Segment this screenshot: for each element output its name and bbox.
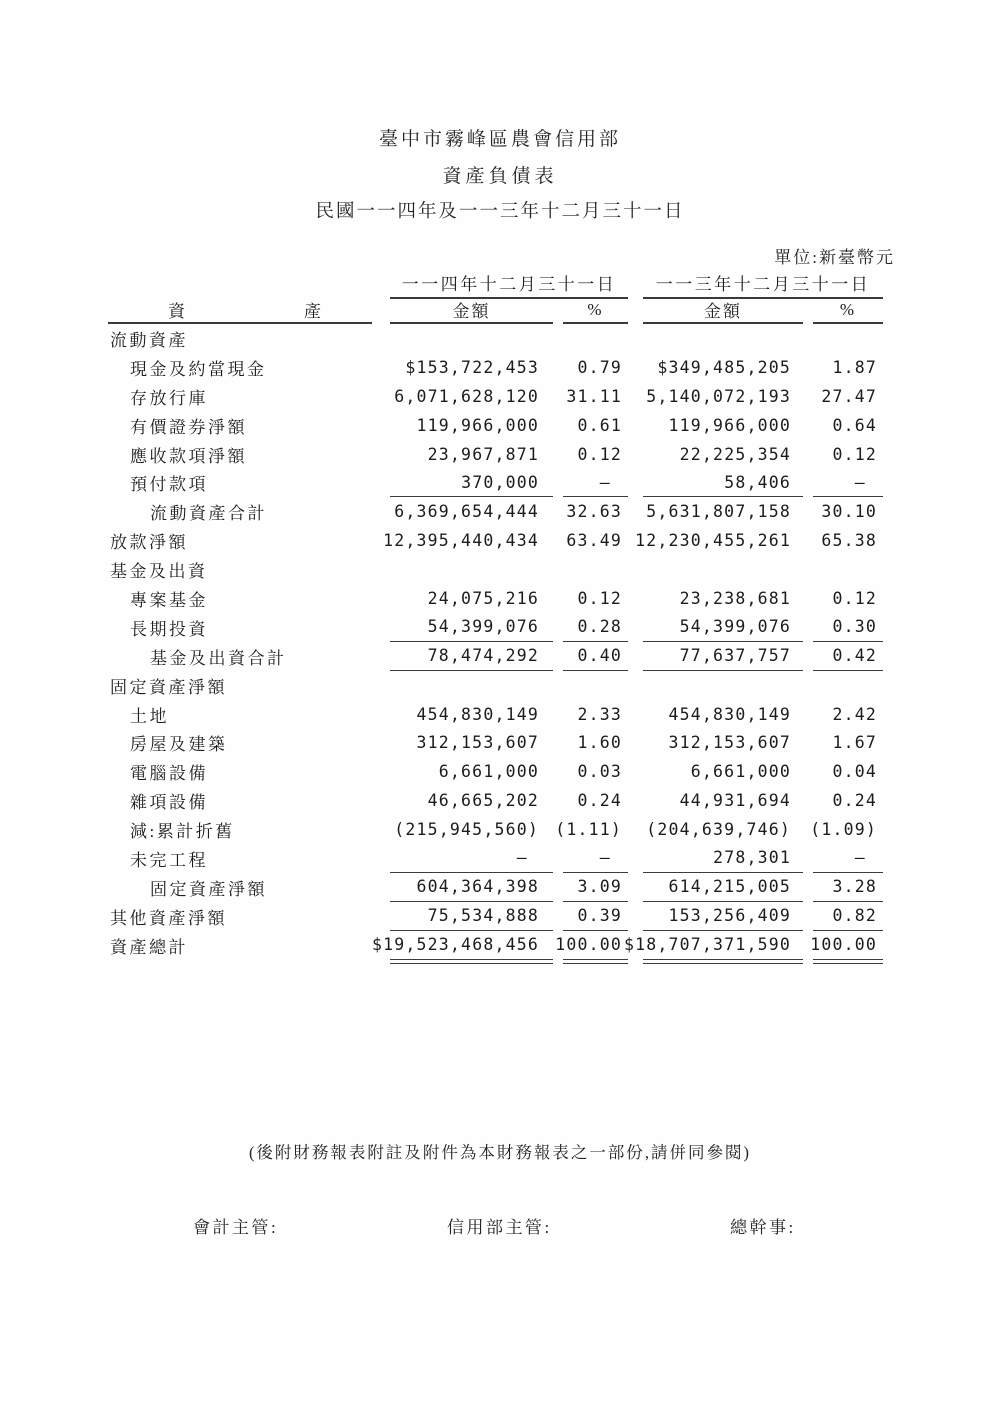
pct-y113: [813, 555, 883, 584]
amount-y114: 454,830,149: [416, 704, 539, 724]
amount-y114: –: [390, 844, 553, 873]
row-label: 專案基金: [130, 590, 208, 610]
table-row: [108, 440, 883, 469]
statement-date-range: 民國一一四年及一一三年十二月三十一日: [315, 202, 685, 222]
assets-column-header: [108, 297, 372, 324]
amount-y113: [643, 324, 803, 353]
table-row: [108, 873, 883, 902]
pct-y113: 100.00: [813, 931, 883, 960]
table-year-header-row: [108, 270, 883, 297]
row-label: 放款淨額: [110, 533, 188, 553]
pct-y113: 3.28: [813, 873, 883, 902]
row-label: 減:累計折舊: [130, 822, 235, 842]
amount-y114: 119,966,000: [416, 415, 539, 435]
table-row: [108, 411, 883, 440]
amount-y113: 54,399,076: [643, 613, 803, 642]
pct-y114: (1.11): [555, 820, 622, 840]
pct-y114: [563, 555, 628, 584]
table-row: [108, 642, 883, 671]
amount-y113: 119,966,000: [668, 415, 791, 435]
pct-y114: 0.39: [563, 902, 628, 931]
pct-y114: 1.60: [577, 733, 622, 753]
table-row: [108, 526, 883, 555]
pct-y113: 65.38: [821, 531, 877, 551]
pct-y113: –: [813, 468, 883, 497]
pct-y113: 0.30: [813, 613, 883, 642]
pct-y113: 2.42: [832, 704, 877, 724]
amount-y114: $153,722,453: [405, 357, 539, 377]
amount-y113: 614,215,005: [643, 873, 803, 902]
row-label: 有價證券淨額: [130, 417, 247, 437]
pct-y114: 100.00: [563, 931, 628, 960]
pct-y114: 0.24: [577, 791, 622, 811]
amount-y113: 22,225,354: [679, 444, 791, 464]
table-row: [108, 353, 883, 382]
row-label: 雜項設備: [130, 793, 208, 813]
pct-y113: 0.12: [832, 588, 877, 608]
pct-y113: [813, 324, 883, 353]
pct-y114: 0.12: [577, 444, 622, 464]
pct-y114: –: [563, 844, 628, 873]
pct-y113: (1.09): [810, 820, 877, 840]
amount-y114: 6,661,000: [438, 762, 539, 782]
currency-unit-label: 單位:新臺幣元: [774, 248, 895, 267]
amount-y114: [390, 324, 553, 353]
row-label: 現金及約當現金: [130, 359, 267, 379]
amount-header-y114: 金額: [390, 297, 553, 324]
amount-y113: 58,406: [643, 468, 803, 497]
amount-y113: $349,485,205: [657, 357, 791, 377]
table-row: [108, 815, 883, 844]
row-label: 土地: [130, 706, 169, 726]
table-row: [108, 700, 883, 729]
amount-y113: 312,153,607: [668, 733, 791, 753]
statement-title: 資產負債表: [442, 166, 558, 187]
pct-y113: 0.24: [832, 791, 877, 811]
table-row: [108, 613, 883, 642]
percent-header-y114: %: [563, 297, 628, 324]
amount-y113: 77,637,757: [643, 642, 803, 671]
amount-y113: [643, 555, 803, 584]
amount-y113: (204,639,746): [646, 820, 791, 840]
row-label: 預付款項: [130, 475, 208, 495]
amount-y113: $18,707,371,590: [643, 931, 803, 960]
pct-y113: –: [813, 844, 883, 873]
amount-y113: [643, 671, 803, 700]
amount-y113: 5,631,807,158: [646, 502, 791, 522]
pct-y113: 30.10: [821, 502, 877, 522]
pct-y114: [563, 671, 628, 700]
amount-y114: 6,369,654,444: [394, 502, 539, 522]
table-row: [108, 728, 883, 757]
table-row: [108, 757, 883, 786]
row-label: 電腦設備: [130, 764, 208, 784]
pct-y113: 0.04: [832, 762, 877, 782]
pct-y114: 63.49: [566, 531, 622, 551]
row-label: 基金及出資: [110, 562, 208, 582]
row-label: 流動資產合計: [150, 504, 267, 524]
table-row: [108, 931, 883, 960]
table-row: [108, 844, 883, 873]
pct-y114: 0.28: [563, 613, 628, 642]
signature-row: [0, 1213, 1000, 1243]
accounting-supervisor-label: 會計主管:: [193, 1218, 279, 1237]
amount-y114: [390, 671, 553, 700]
amount-y114: 370,000: [390, 468, 553, 497]
amount-y113: 5,140,072,193: [646, 386, 791, 406]
assets-header-char-right: 產: [304, 302, 323, 321]
table-row: [108, 671, 883, 700]
pct-y114: 3.09: [563, 873, 628, 902]
amount-y114: $19,523,468,456: [390, 931, 553, 960]
amount-y114: [390, 555, 553, 584]
amount-y113: 278,301: [643, 844, 803, 873]
pct-y114: 31.11: [566, 386, 622, 406]
pct-y113: 1.87: [832, 357, 877, 377]
amount-y113: 44,931,694: [679, 791, 791, 811]
pct-y113: 0.12: [832, 444, 877, 464]
amount-y113: 23,238,681: [679, 588, 791, 608]
amount-y114: 23,967,871: [427, 444, 539, 464]
year-114-column-header: 一一四年十二月三十一日: [390, 270, 628, 299]
amount-y114: 75,534,888: [390, 902, 553, 931]
amount-y114: 78,474,292: [390, 642, 553, 671]
pct-y113: [813, 671, 883, 700]
amount-y113: 153,256,409: [643, 902, 803, 931]
organization-title: 臺中市霧峰區農會信用部: [378, 129, 621, 150]
table-row: [108, 786, 883, 815]
percent-header-y113: %: [813, 297, 883, 324]
year-113-column-header: 一一三年十二月三十一日: [643, 270, 883, 299]
pct-y113: 0.42: [813, 642, 883, 671]
row-label: 長期投資: [130, 619, 208, 639]
table-row: [108, 382, 883, 411]
table-body: [108, 324, 883, 960]
row-label: 未完工程: [130, 850, 208, 870]
amount-y113: 12,230,455,261: [635, 531, 791, 551]
table-subheader-row: [108, 297, 883, 324]
table-row: [108, 902, 883, 931]
pct-y114: 0.40: [563, 642, 628, 671]
amount-y114: (215,945,560): [394, 820, 539, 840]
table-row: [108, 584, 883, 613]
row-label: 應收款項淨額: [130, 446, 247, 466]
pct-y114: [563, 324, 628, 353]
amount-y114: 312,153,607: [416, 733, 539, 753]
pct-y113: 0.64: [832, 415, 877, 435]
general-manager-label: 總幹事:: [730, 1218, 796, 1237]
amount-y114: 46,665,202: [427, 791, 539, 811]
row-label: 房屋及建築: [130, 735, 228, 755]
table-row: [108, 497, 883, 526]
footnote: (後附財務報表附註及附件為本財務報表之一部份,請併同參閱): [248, 1143, 752, 1162]
amount-y113: 454,830,149: [668, 704, 791, 724]
row-label: 資產總計: [110, 937, 188, 957]
pct-y114: 0.12: [577, 588, 622, 608]
amount-y114: 12,395,440,434: [383, 531, 539, 551]
pct-y113: 27.47: [821, 386, 877, 406]
pct-y113: 1.67: [832, 733, 877, 753]
pct-y114: –: [563, 468, 628, 497]
amount-y113: 6,661,000: [690, 762, 791, 782]
pct-y114: 2.33: [577, 704, 622, 724]
table-row: [108, 555, 883, 584]
pct-y114: 0.79: [577, 357, 622, 377]
pct-y114: 0.61: [577, 415, 622, 435]
row-label: 固定資產淨額: [150, 879, 267, 899]
pct-y113: 0.82: [813, 902, 883, 931]
assets-header-char-left: 資: [168, 302, 187, 321]
row-label: 固定資產淨額: [110, 677, 227, 697]
row-label: 基金及出資合計: [150, 648, 287, 668]
amount-header-y113: 金額: [643, 297, 803, 324]
row-label: 存放行庫: [130, 388, 208, 408]
amount-y114: 604,364,398: [390, 873, 553, 902]
table-row: [108, 324, 883, 353]
row-label: 其他資產淨額: [110, 908, 227, 928]
row-label: 流動資產: [110, 330, 188, 350]
credit-dept-supervisor-label: 信用部主管:: [447, 1218, 552, 1237]
pct-y114: 32.63: [566, 502, 622, 522]
table-row: [108, 468, 883, 497]
amount-y114: 54,399,076: [390, 613, 553, 642]
amount-y114: 6,071,628,120: [394, 386, 539, 406]
assets-table: [108, 270, 883, 960]
amount-y114: 24,075,216: [427, 588, 539, 608]
pct-y114: 0.03: [577, 762, 622, 782]
